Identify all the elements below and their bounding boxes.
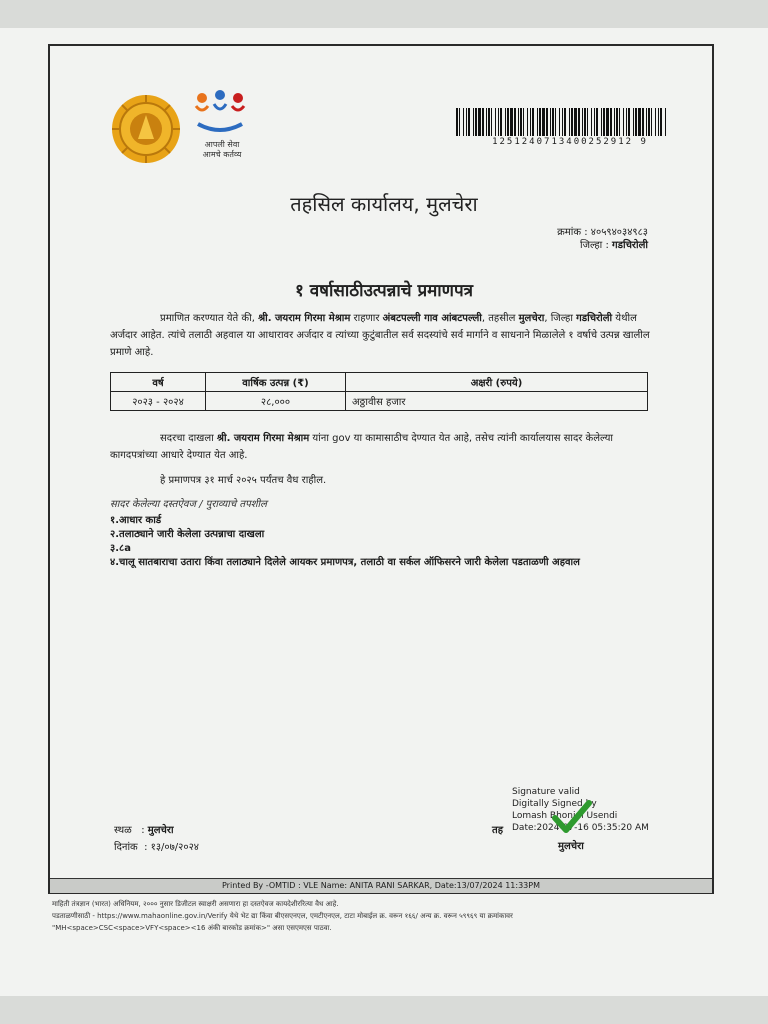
aapli-seva-logo-icon — [190, 88, 250, 138]
seva-line1: आपली सेवा — [204, 140, 240, 149]
column-header: वार्षिक उत्पन्न (₹) — [206, 373, 346, 392]
footer-line: माहिती तंत्रज्ञान (भारत) अधिनियम, २००० नुसार डिजीटल स्वाक्षरी असणारा हा दस्तऐवज कायदेशीररित्या वैध आहे. — [52, 900, 339, 908]
serial-value: ४०५९४०३४९८३ — [590, 227, 648, 238]
signatory-designation: तह — [492, 825, 504, 836]
para-text: प्रमाणित करण्यात येते की, — [160, 313, 259, 324]
date-value: १३/०७/२०२४ — [150, 842, 199, 853]
legal-footer — [52, 898, 722, 934]
printed-by-bar: Printed By -OMTID : VLE Name: ANITA RANI SARKAR, Date:13/07/2024 11:33PM — [50, 878, 712, 893]
barcode-number: 1251240713400252912 9 — [492, 137, 648, 147]
maharashtra-seal-icon — [110, 93, 182, 165]
list-item: २.तलाठ्याने जारी केलेला उत्पन्नाचा दाखला — [110, 529, 265, 540]
place-label: स्थळ — [114, 825, 132, 836]
year-cell: २०२३ - २०२४ — [111, 392, 206, 411]
certificate-border — [48, 44, 714, 894]
signature-signed-by: Digitally Signed by — [512, 799, 597, 809]
place-date-block: स्थळ : मुलचेरा दिनांक : १३/०७/२०२४ — [114, 825, 199, 853]
para-text: , तहसील — [481, 313, 519, 324]
income-table — [110, 372, 648, 411]
purpose-paragraph — [110, 430, 650, 464]
para-text: राहणार — [350, 313, 383, 324]
green-check-icon — [552, 800, 592, 834]
list-item: ४.चालू सातबाराचा उतारा किंवा तलाठ्याने दिलेले आयकर प्रमाणपत्र, तलाठी वा सर्कल ऑफिसरने जारी केलेला पडताळणी अहवाल — [110, 557, 580, 568]
applicant-name: श्री. जयराम गिरमा मेश्राम — [258, 313, 351, 324]
para-text: येथील अर्जदार आहेत. त्यांचे तलाठी अहवाल या आधारावर अर्जदार व त्यांच्या कुटुंबातील सर्व सदस्यांचे सर्व मार्गाने व साधनाने मिळालेले १ वर्षाचे उत्पन्न खालील प्रमाणे आहे. — [110, 313, 650, 358]
applicant-tahsil: मुलचेरा — [518, 313, 545, 324]
certificate-meta — [557, 226, 648, 252]
column-header: अक्षरी (रुपये) — [346, 373, 648, 392]
date-label: दिनांक — [114, 842, 138, 853]
seva-line2: आमचे कर्तव्य — [202, 150, 242, 159]
income-cell: २८,००० — [206, 392, 346, 411]
applicant-name: श्री. जयराम गिरमा मेश्राम — [216, 433, 310, 444]
validity-text: हे प्रमाणपत्र ३१ मार्च २०२५ पर्यंतच वैध राहील. — [160, 475, 327, 486]
certificate-title: १ वर्षासाठीउत्पन्नाचे प्रमाणपत्र — [294, 281, 474, 301]
office-title: तहसिल कार्यालय, मुलचेरा — [290, 192, 478, 216]
serial-label: क्रमांक : — [557, 227, 588, 238]
para-text: सदरचा दाखला — [160, 433, 217, 444]
table-row — [111, 392, 648, 411]
footer-line: पडताळणीसाठी - https://www.mahaonline.gov.in/Verify येथे भेट द्या किंवा बीएसएनएल, एमटीएनएल, टाटा मोबाईल क्र. वरून १६६/ अन्य क्र. वरून ५९९६९ या क्रमांकावर — [52, 912, 513, 920]
table-header-row — [111, 373, 648, 392]
district-label: जिल्हा : — [580, 240, 609, 251]
documents-list — [110, 514, 630, 570]
applicant-village: अंबटपल्ली गाव आंबटपल्ली — [382, 313, 482, 324]
para-text: , जिल्हा — [544, 313, 577, 324]
place-value: मुलचेरा — [147, 825, 174, 836]
footer-line: "MH<space>CSC<space>VFY<space><16 अंकी बारकोड क्रमांक>" असा एसएमएस पाठवा. — [52, 924, 332, 932]
signature-date: Date:2024-07-16 05:35:20 AM — [512, 823, 649, 833]
signature-status: Signature valid — [512, 787, 580, 797]
seva-tagline — [192, 140, 252, 160]
list-item: ३.८a — [110, 543, 131, 554]
signatory-place: मुलचेरा — [558, 841, 584, 852]
applicant-district: गडचिरोली — [576, 313, 613, 324]
income-words-cell: अठ्ठावीस हजार — [346, 392, 648, 411]
signer-name: Lomash Bhonjul Usendi — [512, 811, 618, 821]
documents-heading: सादर केलेल्या दस्तऐवज / पुराव्याचे तपशील — [110, 499, 267, 510]
para-text: यांना gov या कामासाठीच देण्यात येत आहे, तसेच त्यांनी कार्यालयास सादर केलेल्या कागदपत्रांच्या आधारे देण्यात येत आहे. — [110, 433, 613, 461]
certification-paragraph — [110, 310, 650, 361]
column-header: वर्ष — [111, 373, 206, 392]
district-value: गडचिरोली — [612, 240, 648, 251]
barcode-icon — [456, 108, 668, 136]
list-item: १.आधार कार्ड — [110, 515, 162, 526]
